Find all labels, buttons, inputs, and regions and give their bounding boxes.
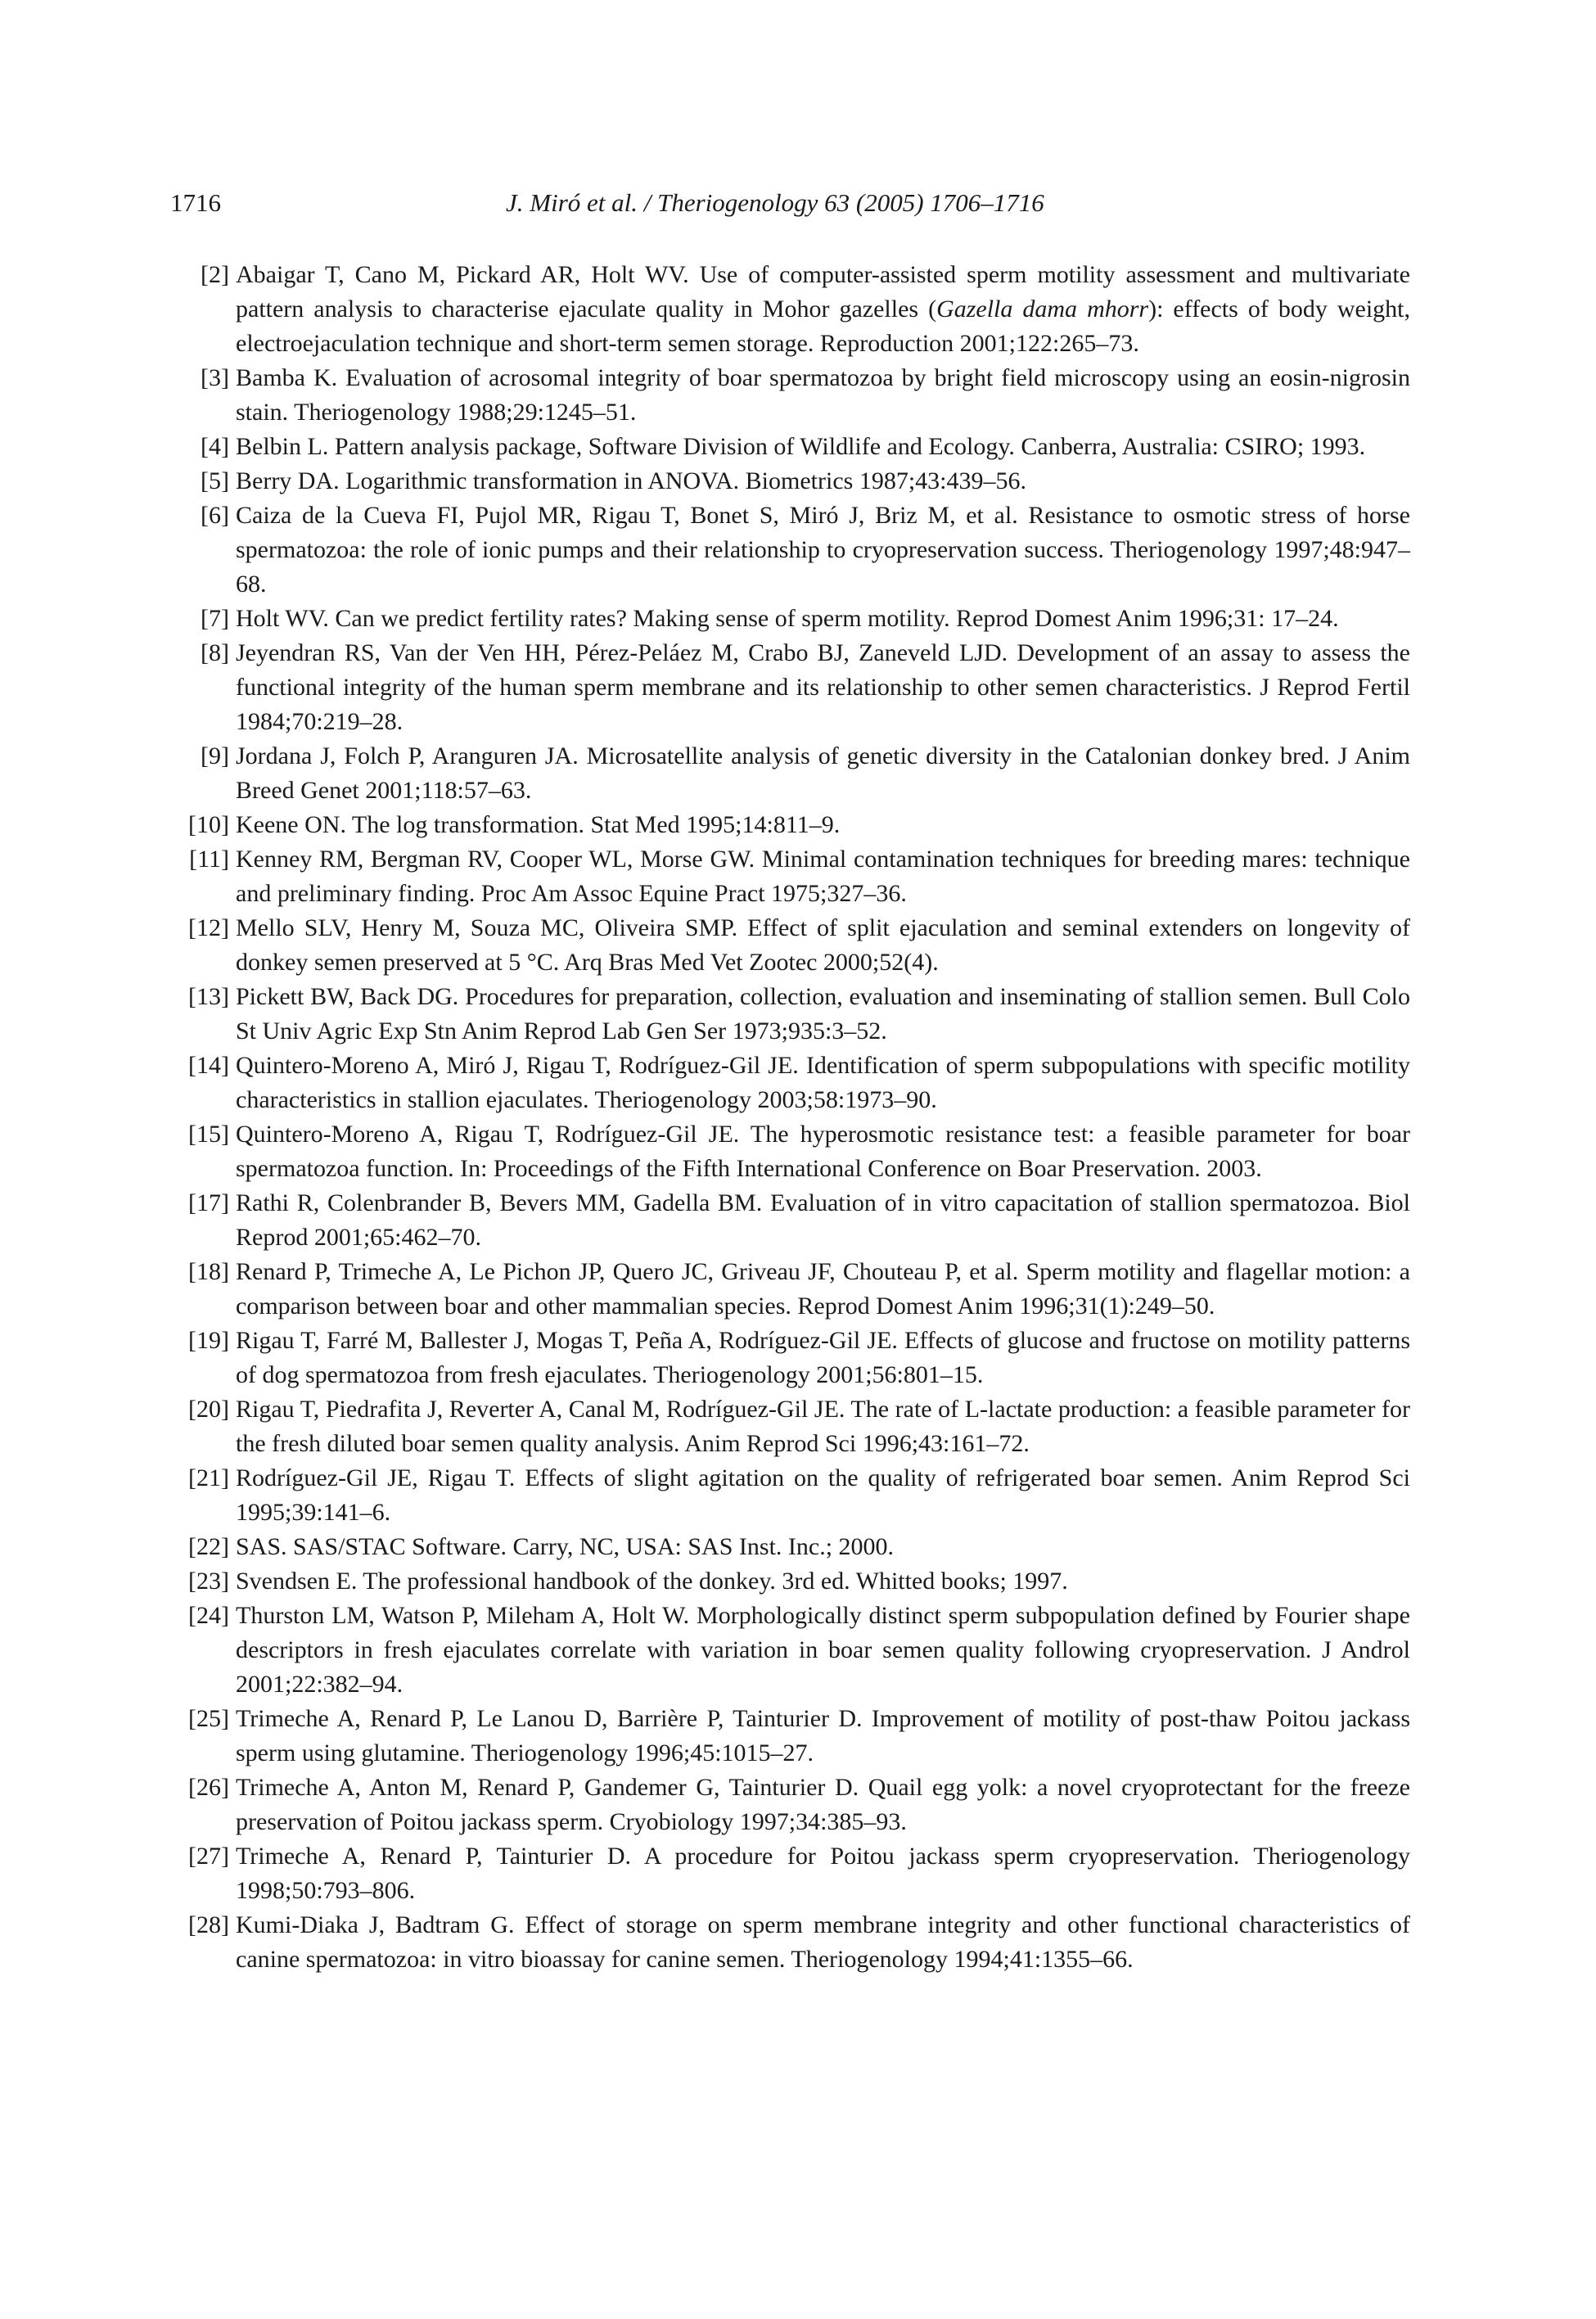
reference-item — [170, 1461, 1410, 1530]
reference-number: [10] — [188, 811, 229, 838]
reference-text — [236, 499, 1410, 602]
reference-text — [236, 1839, 1410, 1908]
reference-text — [236, 361, 1410, 430]
reference-text — [236, 602, 1410, 636]
reference-text — [236, 636, 1410, 739]
reference-text-main: SAS. SAS/STAC Software. Carry, NC, USA: SAS Inst. Inc.; 2000. — [236, 1533, 895, 1560]
reference-text — [236, 1255, 1410, 1324]
running-header — [170, 187, 1431, 219]
reference-item — [170, 1908, 1410, 1977]
reference-item — [170, 808, 1410, 842]
reference-number: [6] — [201, 502, 229, 529]
reference-item — [170, 361, 1410, 430]
reference-text-main: Jeyendran RS, Van der Ven HH, Pérez-Peláez M, Crabo BJ, Zaneveld LJD. Development of an assay to assess the functional integrity of the human sperm membrane and its relationship to other semen characteristics. J Reprod Fertil 1984;70:219–28. — [236, 639, 1410, 735]
reference-text-main: Kumi-Diaka J, Badtram G. Effect of storage on sperm membrane integrity and other functional characteristics of canine spermatozoa: in vitro bioassay for canine semen. Theriogenology 1994;41:1355–66. — [236, 1911, 1410, 1973]
reference-item — [170, 636, 1410, 739]
reference-number: [19] — [188, 1327, 229, 1354]
reference-text-italic: Gazella dama mhorr — [936, 296, 1149, 323]
reference-item — [170, 430, 1410, 464]
reference-number: [24] — [188, 1602, 229, 1629]
reference-text-main: Thurston LM, Watson P, Mileham A, Holt W. Morphologically distinct sperm subpopulation defined by Fourier shape descriptors in fresh ejaculates correlate with variation in boar semen quality following cryopreservation. J Androl 2001;22:382–94. — [236, 1602, 1410, 1698]
reference-text — [236, 430, 1410, 464]
reference-item — [170, 602, 1410, 636]
reference-number: [8] — [201, 639, 229, 666]
reference-text — [236, 258, 1410, 361]
reference-number: [27] — [188, 1843, 229, 1870]
reference-item — [170, 1599, 1410, 1702]
reference-text-continued: ): effects of body weight, electroejaculation technique and short-term semen storage. Reproduction 2001;122:265–73. — [236, 296, 1410, 357]
reference-number: [13] — [188, 983, 229, 1010]
reference-item — [170, 258, 1410, 361]
reference-text — [236, 980, 1410, 1049]
reference-text — [236, 1599, 1410, 1702]
reference-item — [170, 1049, 1410, 1117]
reference-text-main: Svendsen E. The professional handbook of the donkey. 3rd ed. Whitted books; 1997. — [236, 1568, 1068, 1595]
reference-number: [5] — [201, 467, 229, 494]
reference-number: [22] — [188, 1533, 229, 1560]
reference-number: [4] — [201, 433, 229, 460]
reference-item — [170, 1255, 1410, 1324]
reference-text-main: Rodríguez-Gil JE, Rigau T. Effects of slight agitation on the quality of refrigerated boar semen. Anim Reprod Sci 1995;39:141–6. — [236, 1464, 1410, 1526]
reference-text-main: Rigau T, Piedrafita J, Reverter A, Canal M, Rodríguez-Gil JE. The rate of L-lactate production: a feasible parameter for the fresh diluted boar semen quality analysis. Anim Reprod Sci 1996;43:161–72. — [236, 1396, 1410, 1457]
reference-item — [170, 1771, 1410, 1839]
reference-text-main: Keene ON. The log transformation. Stat Med 1995;14:811–9. — [236, 811, 841, 838]
reference-number: [25] — [188, 1705, 229, 1732]
reference-text-main: Jordana J, Folch P, Aranguren JA. Microsatellite analysis of genetic diversity in the Catalonian donkey bred. J Anim Breed Genet 2001;118:57–63. — [236, 742, 1410, 804]
reference-number: [12] — [188, 914, 229, 941]
page-number: 1716 — [170, 188, 221, 217]
reference-item — [170, 1839, 1410, 1908]
reference-item — [170, 464, 1410, 499]
reference-text — [236, 1771, 1410, 1839]
reference-number: [7] — [201, 605, 229, 632]
reference-text — [236, 464, 1410, 499]
reference-text — [236, 1392, 1410, 1461]
reference-number: [17] — [188, 1189, 229, 1216]
reference-number: [3] — [201, 364, 229, 391]
reference-text-main: Quintero-Moreno A, Rigau T, Rodríguez-Gil JE. The hyperosmotic resistance test: a feasible parameter for boar spermatozoa function. In: Proceedings of the Fifth International Conference on Boar Preservation. 2003. — [236, 1121, 1410, 1182]
reference-number: [9] — [201, 742, 229, 769]
reference-item — [170, 911, 1410, 980]
reference-text — [236, 1324, 1410, 1392]
reference-text-main: Trimeche A, Renard P, Le Lanou D, Barrière P, Tainturier D. Improvement of motility of post-thaw Poitou jackass sperm using glutamine. Theriogenology 1996;45:1015–27. — [236, 1705, 1410, 1766]
reference-list — [170, 258, 1410, 1977]
reference-text-main: Rigau T, Farré M, Ballester J, Mogas T, Peña A, Rodríguez-Gil JE. Effects of glucose and fructose on motility patterns of dog spermatozoa from fresh ejaculates. Theriogenology 2001;56:801–15. — [236, 1327, 1410, 1388]
reference-text-main: Kenney RM, Bergman RV, Cooper WL, Morse GW. Minimal contamination techniques for breeding mares: technique and preliminary finding. Proc Am Assoc Equine Pract 1975;327–36. — [236, 846, 1410, 907]
reference-text — [236, 1186, 1410, 1255]
reference-text-main: Quintero-Moreno A, Miró J, Rigau T, Rodríguez-Gil JE. Identification of sperm subpopulations with specific motility characteristics in stallion ejaculates. Theriogenology 2003;58:1973–90. — [236, 1052, 1410, 1113]
reference-text-main: Bamba K. Evaluation of acrosomal integrity of boar spermatozoa by bright field microscopy using an eosin-nigrosin stain. Theriogenology 1988;29:1245–51. — [236, 364, 1410, 426]
reference-number: [20] — [188, 1396, 229, 1423]
reference-text-main: Trimeche A, Anton M, Renard P, Gandemer G, Tainturier D. Quail egg yolk: a novel cryoprotectant for the freeze preservation of Poitou jackass sperm. Cryobiology 1997;34:385–93. — [236, 1774, 1410, 1835]
reference-text-main: Berry DA. Logarithmic transformation in ANOVA. Biometrics 1987;43:439–56. — [236, 467, 1026, 494]
reference-text — [236, 911, 1410, 980]
reference-item — [170, 1564, 1410, 1599]
reference-item — [170, 739, 1410, 808]
reference-text — [236, 1908, 1410, 1977]
reference-text — [236, 1530, 1410, 1564]
reference-text — [236, 842, 1410, 911]
reference-number: [14] — [188, 1052, 229, 1079]
reference-item — [170, 1702, 1410, 1771]
reference-number: [11] — [189, 846, 229, 873]
reference-text-main: Renard P, Trimeche A, Le Pichon JP, Quero JC, Griveau JF, Chouteau P, et al. Sperm motility and flagellar motion: a comparison between boar and other mammalian species. Reprod Domest Anim 1996;31(1):249–50. — [236, 1258, 1410, 1320]
reference-text-main: Mello SLV, Henry M, Souza MC, Oliveira SMP. Effect of split ejaculation and seminal extenders on longevity of donkey semen preserved at 5 °C. Arq Bras Med Vet Zootec 2000;52(4). — [236, 914, 1410, 976]
reference-text — [236, 1564, 1410, 1599]
reference-text — [236, 808, 1410, 842]
running-title: J. Miró et al. / Theriogenology 63 (2005) 1706–1716 — [506, 188, 1044, 217]
reference-text-main: Belbin L. Pattern analysis package, Software Division of Wildlife and Ecology. Canberra, Australia: CSIRO; 1993. — [236, 433, 1366, 460]
reference-item — [170, 1530, 1410, 1564]
reference-text — [236, 1461, 1410, 1530]
reference-item — [170, 1117, 1410, 1186]
reference-item — [170, 980, 1410, 1049]
reference-text — [236, 1702, 1410, 1771]
reference-text-main: Trimeche A, Renard P, Tainturier D. A procedure for Poitou jackass sperm cryopreservation. Theriogenology 1998;50:793–806. — [236, 1843, 1410, 1904]
reference-number: [23] — [188, 1568, 229, 1595]
reference-text-main: Abaigar T, Cano M, Pickard AR, Holt WV. Use of computer-assisted sperm motility assessment and multivariate pattern analysis to characterise ejaculate quality in Mohor gazelles ( — [236, 261, 1410, 323]
reference-item — [170, 499, 1410, 602]
reference-number: [28] — [188, 1911, 229, 1938]
reference-text-main: Pickett BW, Back DG. Procedures for preparation, collection, evaluation and inseminating of stallion semen. Bull Colo St Univ Agric Exp Stn Anim Reprod Lab Gen Ser 1973;935:3–52. — [236, 983, 1410, 1044]
reference-text — [236, 739, 1410, 808]
reference-text — [236, 1049, 1410, 1117]
reference-item — [170, 842, 1410, 911]
reference-number: [2] — [201, 261, 229, 288]
reference-item — [170, 1186, 1410, 1255]
reference-text — [236, 1117, 1410, 1186]
reference-text-main: Holt WV. Can we predict fertility rates? Making sense of sperm motility. Reprod Domest Anim 1996;31: 17–24. — [236, 605, 1339, 632]
reference-number: [21] — [188, 1464, 229, 1491]
reference-item — [170, 1324, 1410, 1392]
reference-item — [170, 1392, 1410, 1461]
reference-number: [15] — [188, 1121, 229, 1148]
reference-text-main: Rathi R, Colenbrander B, Bevers MM, Gadella BM. Evaluation of in vitro capacitation of stallion spermatozoa. Biol Reprod 2001;65:462–70. — [236, 1189, 1410, 1251]
reference-number: [26] — [188, 1774, 229, 1801]
reference-text-main: Caiza de la Cueva FI, Pujol MR, Rigau T, Bonet S, Miró J, Briz M, et al. Resistance to osmotic stress of horse spermatozoa: the role of ionic pumps and their relationship to cryopreservation success. Theriogenology 1997;48:947–68. — [236, 502, 1410, 598]
reference-number: [18] — [188, 1258, 229, 1285]
